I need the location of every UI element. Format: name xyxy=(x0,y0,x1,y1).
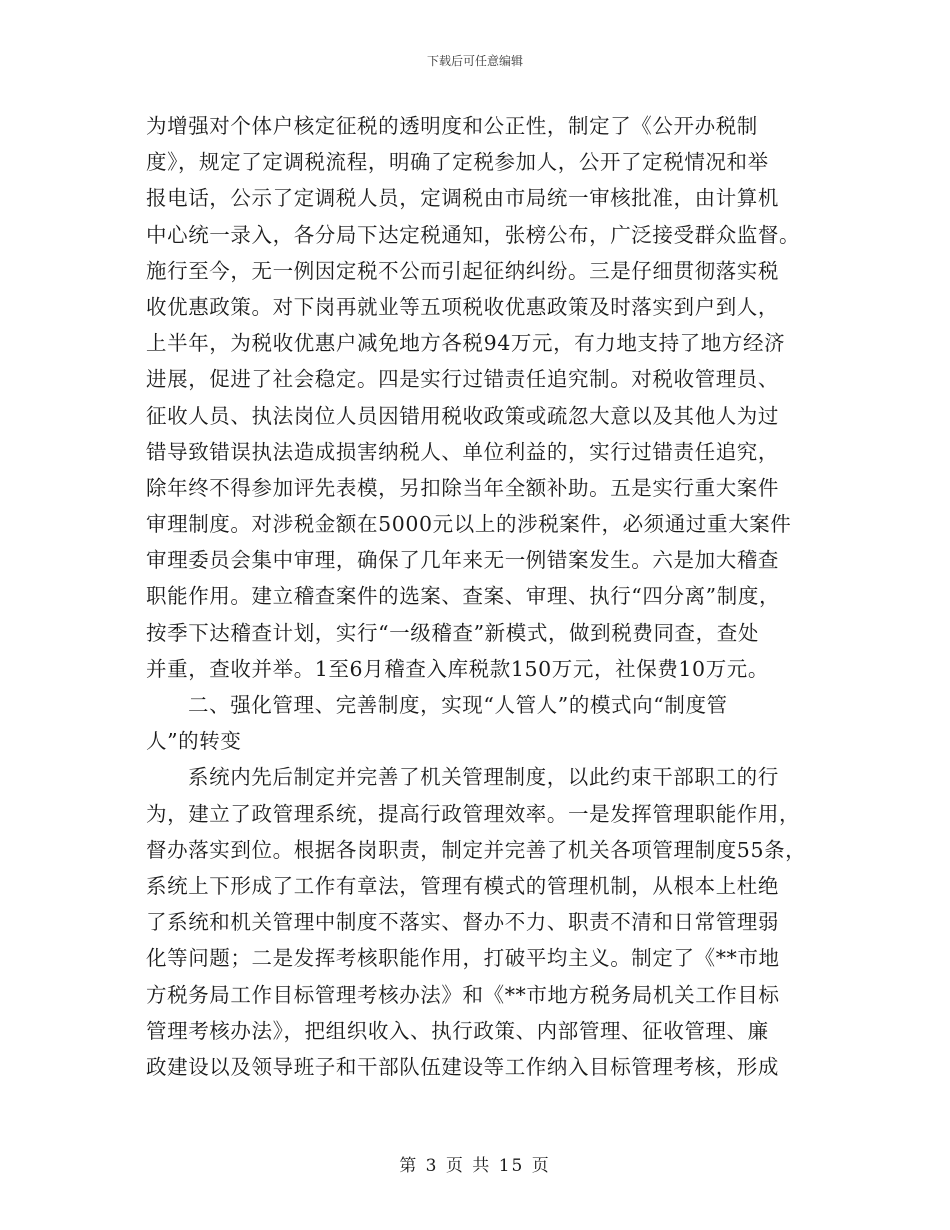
text-line: 征收人员、执法岗位人员因错用税收政策或疏忽大意以及其他人为过 xyxy=(146,403,779,428)
text-line: 审理委员会集中审理，确保了几年来无一例错案发生。六是加大稽查 xyxy=(146,548,779,573)
paragraph-2 xyxy=(146,759,818,1085)
text-line: 并重，查收并举。1至6月稽查入库税款150万元，社保费10万元。 xyxy=(146,656,769,681)
heading-line: 人”的转变 xyxy=(146,729,242,754)
text-line: 管理考核办法》，把组织收入、执行政策、内部管理、征收管理、廉 xyxy=(146,1018,769,1043)
text-line: 系统内先后制定并完善了机关管理制度，以此约束干部职工的行 xyxy=(188,765,779,790)
text-line: 中心统一录入，各分局下达定税通知，张榜公布，广泛接受群众监督。 xyxy=(146,222,801,247)
text-line: 职能作用。建立稽查案件的选案、查案、审理、执行“四分离”制度， xyxy=(146,584,781,609)
text-line: 为，建立了政管理系统，提高行政管理效率。一是发挥管理职能作用， xyxy=(146,801,801,826)
document-body xyxy=(146,108,818,1085)
text-line: 报电话，公示了定调税人员，定调税由市局统一审核批准，由计算机 xyxy=(146,186,779,211)
text-line: 错导致错误执法造成损害纳税人、单位利益的，实行过错责任追究， xyxy=(146,439,779,464)
heading-line: 二、强化管理、完善制度，实现“人管人”的模式向“制度管 xyxy=(188,693,728,717)
text-line: 方税务局工作目标管理考核办法》和《**市地方税务局机关工作目标 xyxy=(146,982,780,1007)
text-line: 系统上下形成了工作有章法，管理有模式的管理机制，从根本上杜绝 xyxy=(146,873,779,898)
page-header: 下载后可任意编辑 xyxy=(426,54,523,68)
section-heading xyxy=(146,687,818,759)
text-line: 督办落实到位。根据各岗职责，制定并完善了机关各项管理制度55条， xyxy=(146,837,807,862)
text-line: 了系统和机关管理中制度不落实、督办不力、职责不清和日常管理弱 xyxy=(146,910,779,935)
text-line: 施行至今，无一例因定税不公而引起征纳纠纷。三是仔细贯彻落实税 xyxy=(146,258,779,283)
text-line: 按季下达稽查计划，实行“一级稽查”新模式，做到税费同查，查处 xyxy=(146,620,759,645)
text-line: 上半年，为税收优惠户减免地方各税94万元，有力地支持了地方经济 xyxy=(146,331,786,356)
page-number-footer: 第 3 页 共 15 页 xyxy=(399,1156,551,1176)
text-line: 度》，规定了定调税流程，明确了定税参加人，公开了定税情况和举 xyxy=(146,150,769,175)
text-line: 进展，促进了社会稳定。四是实行过错责任追究制。对税收管理员、 xyxy=(146,367,779,392)
paragraph-1 xyxy=(146,108,818,687)
text-line: 收优惠政策。对下岗再就业等五项税收优惠政策及时落实到户到人， xyxy=(146,294,779,319)
text-line: 化等问题；二是发挥考核职能作用，打破平均主义。制定了《**市地 xyxy=(146,946,780,971)
text-line: 为增强对个体户核定征税的透明度和公正性，制定了《公开办税制 xyxy=(146,114,758,138)
text-line: 除年终不得参加评先表模，另扣除当年全额补助。五是实行重大案件 xyxy=(146,475,779,500)
text-line: 政建设以及领导班子和干部队伍建设等工作纳入目标管理考核，形成 xyxy=(146,1054,779,1079)
text-line: 审理制度。对涉税金额在5000元以上的涉税案件，必须通过重大案件 xyxy=(146,512,792,537)
